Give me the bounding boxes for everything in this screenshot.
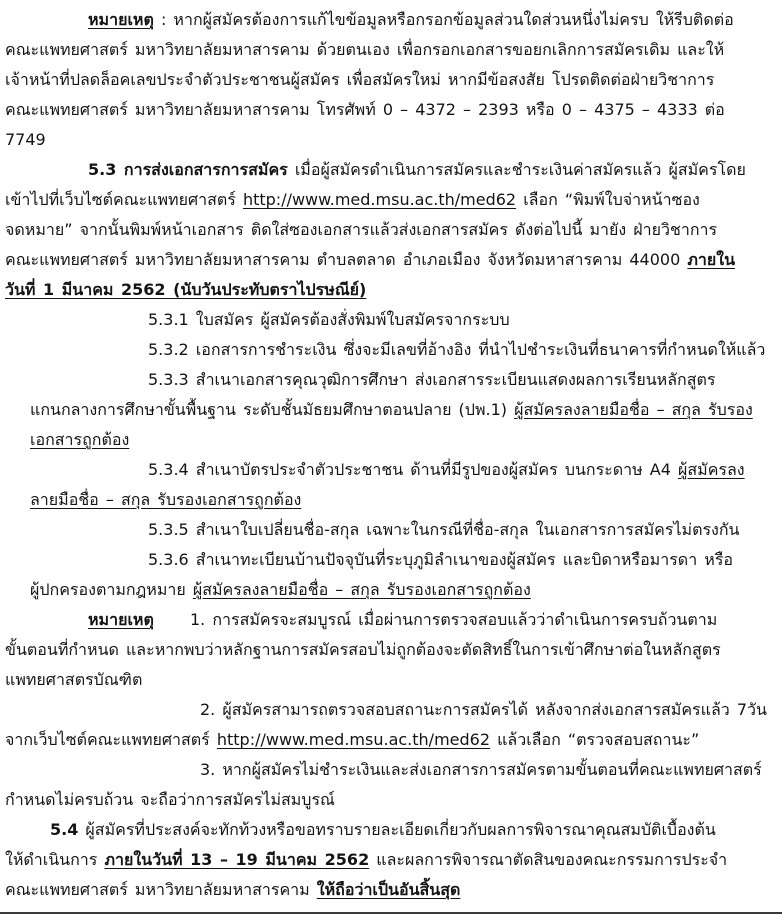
item-5-3-2: 5.3.2 เอกสารการชำระเงิน ซึ่งจะมีเลขที่อ้างอิง ที่นำไปชำระเงินที่ธนาคารที่กำหนดให้แล้ว [148,340,766,359]
note-top-line-1 [0,5,782,35]
item-5-3-3-line-1: 5.3.3 สำเนาเอกสารคุณวุฒิการศึกษา ส่งเอกสารระเบียนแสดงผลการเรียนหลักสูตร [148,370,716,389]
item-5-3-3-line-3 [0,425,782,455]
remark-1-text: 1. การสมัครจะสมบูรณ์ เมื่อผ่านการตรวจสอบแล้วว่าดำเนินการครบถ้วนตาม [190,610,718,629]
section-5-4-line-2-pre: ให้ดำเนินการ [5,850,105,869]
deadline-text-part-2: วันที่ 1 มีนาคม 2562 (นับวันประทับตราไปรษณีย์) [5,280,367,299]
section-5-4-line-2 [0,845,782,875]
section-5-4-line-3 [0,875,782,905]
remark-2-line-1: 2. ผู้สมัครสามารถตรวจสอบสถานะการสมัครได้ หลังจากส่งเอกสารสมัครแล้ว 7วัน [200,700,767,719]
note-top-label: หมายเหตุ [88,10,154,29]
item-5-3-1: 5.3.1 ใบสมัคร ผู้สมัครต้องสั่งพิมพ์ใบสมัครจากระบบ [148,310,510,329]
remark-3-line-2: กำหนดไม่ครบถ้วน จะถือว่าการสมัครไม่สมบูรณ์ [5,790,335,809]
item-5-3-3-certify-part-2: เอกสารถูกต้อง [30,430,130,449]
section-5-3-line-4 [0,245,782,275]
item-5-3-4-line-2 [0,485,782,515]
section-5-4-line-2-post: และผลการพิจารณาตัดสินของคณะกรรมการประจำ [369,850,728,869]
item-5-3-3-line-2-pre: แกนกลางการศึกษาขั้นพื้นฐาน ระดับชั้นมัธยมศึกษาตอนปลาย (ปพ.1) [30,400,515,419]
item-5-3-3-line-2 [0,395,782,425]
item-5-3-4-certify-part-2: ลายมือชื่อ – สกุล รับรองเอกสารถูกต้อง [30,490,302,509]
section-5-3-line-5 [0,275,782,305]
remark-3-line-1: 3. หากผู้สมัครไม่ชำระเงินและส่งเอกสารการสมัครตามขั้นตอนที่คณะแพทยศาสตร์ [200,760,762,779]
remark-2-line-2-pre: จากเว็บไซต์คณะแพทยศาสตร์ [5,730,217,749]
note-top-text: : หากผู้สมัครต้องการแก้ไขข้อมูลหรือกรอกข้อมูลส่วนใดส่วนหนึ่งไม่ครบ ให้รีบติดต่อ [153,10,734,29]
item-5-3-6-certify: ผู้สมัครลงลายมือชื่อ – สกุล รับรองเอกสารถูกต้อง [192,580,531,599]
remark-1-line-1 [0,605,782,635]
section-5-4-number: 5.4 [50,820,79,839]
remarks-label: หมายเหตุ [88,610,154,629]
section-5-4-deadline: ภายในวันที่ 13 – 19 มีนาคม 2562 [104,850,370,869]
item-5-3-6-line-1: 5.3.6 สำเนาทะเบียนบ้านปัจจุบันที่ระบุภูมิลำเนาของผู้สมัคร และบิดาหรือมารดา หรือ [148,550,734,569]
section-5-3-line-4-pre: คณะแพทยศาสตร์ มหาวิทยาลัยมหาสารคาม ตำบลตลาด อำเภอเมือง จังหวัดมหาสารคาม 44000 [5,250,688,269]
section-5-4-line-1 [0,815,782,845]
item-5-3-6-line-2 [0,575,782,605]
section-5-3-heading: 5.3 การส่งเอกสารการสมัคร [88,160,288,179]
item-5-3-4-certify-part-1: ผู้สมัครลง [678,460,745,479]
section-5-4-text: ผู้สมัครที่ประสงค์จะทักท้วงหรือขอทราบรายละเอียดเกี่ยวกับผลการพิจารณาคุณสมบัติเบื้องต้น [78,820,716,839]
item-5-3-4-line-1-pre: 5.3.4 สำเนาบัตรประจำตัวประชาชน ด้านที่มีรูปของผู้สมัคร บนกระดาษ A4 [148,460,678,479]
note-top-line-5: 7749 [5,130,46,149]
remark-1-line-3: แพทยศาสตรบัณฑิต [5,670,143,689]
section-5-3-text: เมื่อผู้สมัครดำเนินการสมัครและชำระเงินค่าสมัครแล้ว ผู้สมัครโดย [287,160,746,179]
item-5-3-3-certify-part-1: ผู้สมัครลงลายมือชื่อ – สกุล รับรอง [514,400,753,419]
note-top-line-3: เจ้าหน้าที่ปลดล็อคเลขประจำตัวประชาชนผู้สมัคร เพื่อสมัครใหม่ หากมีข้อสงสัย โปรดติดต่อฝ่ายวิชาการ [5,70,715,89]
remark-2-line-2 [0,725,782,755]
section-5-3-line-2-post: เลือก “พิมพ์ใบจ่าหน้าซอง [516,190,700,209]
section-5-3-line-2 [0,185,782,215]
section-5-3-line-3: จดหมาย” จากนั้นพิมพ์หน้าเอกสาร ติดใส่ซองเอกสารแล้วส่งเอกสารสมัคร ดังต่อไปนี้ มายัง ฝ่ายวิชาการ [5,220,718,239]
item-5-3-6-line-2-pre: ผู้ปกครองตามกฎหมาย [30,580,193,599]
deadline-text-part-1: ภายใน [687,250,736,269]
section-5-3-line-2-pre: เข้าไปที่เว็บไซต์คณะแพทยศาสตร์ [5,190,243,209]
remark-2-line-2-post: แล้วเลือก “ตรวจสอบสถานะ” [490,730,700,749]
item-5-3-4-line-1 [0,455,782,485]
status-website-link[interactable]: http://www.med.msu.ac.th/med62 [216,730,491,749]
website-link[interactable]: http://www.med.msu.ac.th/med62 [242,190,517,209]
item-5-3-5: 5.3.5 สำเนาใบเปลี่ยนชื่อ-สกุล เฉพาะในกรณีที่ชื่อ-สกุล ในเอกสารการสมัครไม่ตรงกัน [148,520,740,539]
remark-1-line-2: ขั้นตอนที่กำหนด และหากพบว่าหลักฐานการสมัครสอบไม่ถูกต้องจะตัดสิทธิ์ในการเข้าศึกษาต่อในหลักสูตร [5,640,721,659]
section-5-4-line-3-pre: คณะแพทยศาสตร์ มหาวิทยาลัยมหาสารคาม [5,880,317,899]
bottom-border-rule [0,912,782,914]
note-top-line-4: คณะแพทยศาสตร์ มหาวิทยาลัยมหาสารคาม โทรศัพท์ 0 – 4372 – 2393 หรือ 0 – 4375 – 4333 ต่อ [5,100,725,119]
section-5-4-final: ให้ถือว่าเป็นอันสิ้นสุด [316,880,461,899]
note-top-line-2: คณะแพทยศาสตร์ มหาวิทยาลัยมหาสารคาม ด้วยตนเอง เพื่อกรอกเอกสารขอยกเลิกการสมัครเดิม และให้ [5,40,725,59]
section-5-3-line-1 [0,155,782,185]
